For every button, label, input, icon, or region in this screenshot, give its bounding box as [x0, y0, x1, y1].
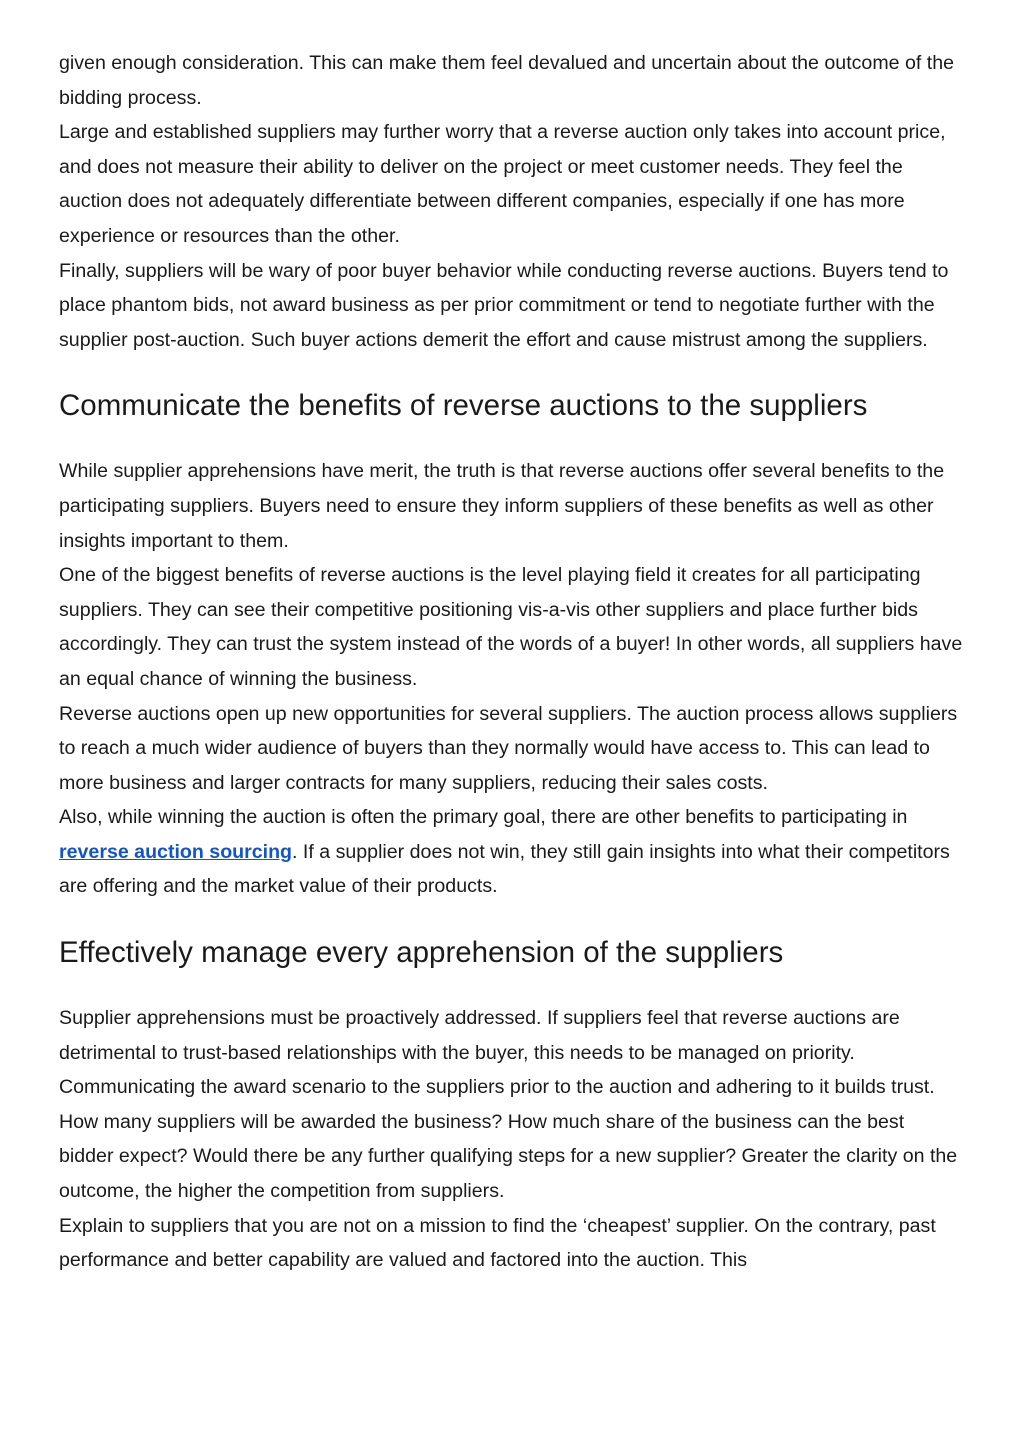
benefits-paragraph-4-end: . If a supplier does not win, they still gain insights into what their competitors are offering and the market value of their products. [59, 840, 950, 898]
intro-paragraph-2: Large and established suppliers may further worry that a reverse auction only takes into account price, and does not measure their ability to deliver on the project or meet customer needs. They feel the auction does not adequately differentiate between different companies, especially if one has more experience or resources than the other. [59, 121, 946, 247]
manage-paragraph-3: Explain to suppliers that you are not on a mission to find the ‘cheapest’ supplier. On the contrary, past performance and better capability are valued and factored into the auction. This [59, 1214, 936, 1272]
benefits-paragraph-4-start: Also, while winning the auction is often the primary goal, there are other benefits to participating in [59, 806, 908, 829]
spacer [59, 904, 964, 933]
spacer [59, 426, 964, 454]
manage-paragraph-1: Supplier apprehensions must be proactively addressed. If suppliers feel that reverse auctions are detrimental to trust-based relationships with the buyer, this needs to be managed on priority. [59, 1007, 900, 1064]
section-heading-manage: Effectively manage every apprehension of the suppliers [59, 936, 784, 970]
manage-paragraph-2: Communicating the award scenario to the suppliers prior to the auction and adhering to it builds trust. How many suppliers will be awarded the business? How much share of the business can the best bidder expect? Would there be any further qualifying steps for a new supplier? Greater the clarity on the outcome, the higher the competition from suppliers. [59, 1076, 958, 1203]
intro-paragraph-3: Finally, suppliers will be wary of poor buyer behavior while conducting reverse auctions. Buyers tend to place phantom bids, not award business as per prior commitment or tend to negotiate further with the supplier post-auction. Such buyer actions demerit the effort and cause mistrust among the suppliers. [59, 259, 949, 351]
section-heading-benefits: Communicate the benefits of reverse auctions to the suppliers [59, 389, 868, 423]
benefits-paragraph-2: One of the biggest benefits of reverse auctions is the level playing field it creates for all participating suppliers. They can see their competitive positioning vis-a-vis other suppliers and place further bids accordingly. They can trust the system instead of the words of a buyer! In other words, all suppliers have an equal chance of winning the business. [59, 564, 963, 690]
spacer [59, 973, 964, 1001]
reverse-auction-sourcing-link[interactable]: reverse auction sourcing [59, 840, 293, 863]
spacer [59, 357, 964, 386]
benefits-paragraph-1: While supplier apprehensions have merit, the truth is that reverse auctions offer several benefits to the participating suppliers. Buyers need to ensure they inform suppliers of these benefits as well as other insights important to them. [59, 460, 945, 552]
benefits-paragraph-4 [59, 800, 964, 904]
intro-paragraph-1: given enough consideration. This can make them feel devalued and uncertain about the outcome of the bidding process. [59, 52, 955, 109]
benefits-paragraph-3: Reverse auctions open up new opportunities for several suppliers. The auction process allows suppliers to reach a much wider audience of buyers than they normally would have access to. This can lead to more business and larger contracts for many suppliers, reducing their sales costs. [59, 702, 958, 794]
